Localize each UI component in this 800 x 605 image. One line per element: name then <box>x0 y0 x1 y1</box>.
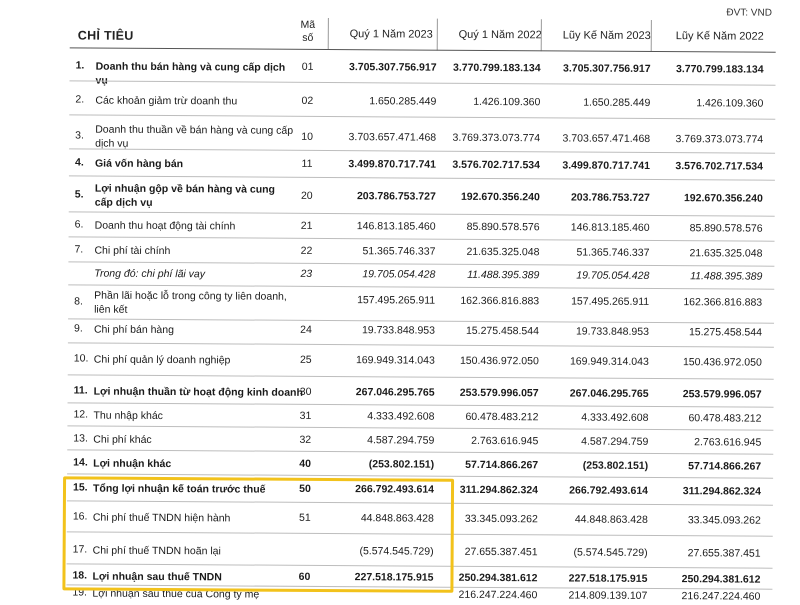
value-ytd-2022: 27.655.387.451 <box>648 547 761 560</box>
value-q1-2023: 1.650.285.449 <box>327 95 436 108</box>
row-label: Doanh thu thuần về bán hàng và cung cấp dịch vụ <box>95 123 295 152</box>
row-code: 21 <box>295 220 319 232</box>
row-number: 12. <box>73 408 91 420</box>
table-row <box>0 181 799 186</box>
value-ytd-2023: 266.792.493.614 <box>538 484 648 497</box>
row-divider <box>68 402 774 407</box>
row-code: 31 <box>293 410 317 422</box>
value-ytd-2023: (5.574.545.729) <box>538 546 648 559</box>
row-code: 23 <box>294 268 318 280</box>
value-ytd-2022: 3.769.373.073.774 <box>650 133 763 146</box>
currency-unit-note: ĐVT: VND <box>726 7 772 18</box>
row-number: 10. <box>74 352 92 364</box>
value-ytd-2022: 2.763.616.945 <box>648 436 761 449</box>
value-q1-2023: 51.365.746.337 <box>326 245 435 258</box>
value-ytd-2023: 227.518.175.915 <box>537 572 647 585</box>
value-ytd-2022: 250.294.381.612 <box>647 573 760 586</box>
value-q1-2022: 27.655.387.451 <box>434 546 538 559</box>
row-label: Tổng lợi nhuận kế toán trước thuế <box>93 482 293 497</box>
value-ytd-2022: 192.670.356.240 <box>650 192 763 205</box>
header-indicator: CHỈ TIÊU <box>78 28 134 42</box>
value-q1-2022: 3.770.799.183.134 <box>437 62 541 75</box>
row-label: Chi phí quản lý doanh nghiệp <box>94 353 294 368</box>
row-number: 9. <box>74 322 92 334</box>
row-label: Lợi nhuận sau thuế TNDN <box>92 570 292 585</box>
value-q1-2022: 192.670.356.240 <box>436 191 540 204</box>
value-ytd-2023: (253.802.151) <box>538 459 648 472</box>
table-row <box>0 384 798 389</box>
table-row <box>0 59 800 64</box>
row-code: 24 <box>294 324 318 336</box>
value-ytd-2023: 3.703.657.471.468 <box>540 132 650 145</box>
header-separator <box>651 20 652 52</box>
value-ytd-2022: 311.294.862.324 <box>648 485 761 498</box>
header-divider <box>70 47 776 52</box>
value-q1-2023: 227.518.175.915 <box>324 571 433 584</box>
row-code: 22 <box>294 245 318 257</box>
row-code: 40 <box>293 458 317 470</box>
highlight-box <box>62 476 454 592</box>
row-label: Phần lãi hoặc lỗ trong công ty liên doanh, liên kết <box>94 289 294 318</box>
value-q1-2023: 44.848.863.428 <box>325 512 434 525</box>
value-q1-2022: 3.769.373.073.774 <box>436 132 540 145</box>
value-ytd-2023: 203.786.753.727 <box>540 191 650 204</box>
value-ytd-2022: 253.579.996.057 <box>649 388 762 401</box>
row-label: Doanh thu hoạt động tài chính <box>95 219 295 234</box>
value-q1-2022: 250.294.381.612 <box>433 572 537 585</box>
table-row <box>0 352 798 357</box>
table-row <box>0 266 798 271</box>
value-ytd-2023: 3.499.870.717.741 <box>540 159 650 172</box>
value-ytd-2022: 57.714.866.267 <box>648 460 761 473</box>
row-code: 32 <box>293 434 317 446</box>
value-q1-2023: 19.705.054.428 <box>326 268 435 281</box>
value-q1-2023: 267.046.295.765 <box>326 386 435 399</box>
row-number: 7. <box>74 243 92 255</box>
row-number: 4. <box>75 156 93 168</box>
row-divider <box>68 342 774 347</box>
header-separator <box>541 19 542 51</box>
table-row <box>0 432 797 437</box>
row-label: Chi phí khác <box>93 433 293 448</box>
row-number: 2. <box>75 93 93 105</box>
row-code: 02 <box>295 95 319 107</box>
value-ytd-2023: 157.495.265.911 <box>539 295 649 308</box>
row-divider <box>67 425 773 430</box>
row-divider <box>69 148 775 153</box>
value-q1-2023: (5.574.545.729) <box>325 545 434 558</box>
table-row <box>0 408 797 413</box>
value-ytd-2023: 4.333.492.608 <box>538 411 648 424</box>
value-q1-2022: 33.345.093.262 <box>434 513 538 526</box>
value-q1-2022: 253.579.996.057 <box>435 387 539 400</box>
header-q1-2022: Quý 1 Năm 2022 <box>437 29 542 42</box>
value-q1-2023: 3.703.657.471.468 <box>327 131 436 144</box>
row-number: 14. <box>73 456 91 468</box>
value-ytd-2023: 3.705.307.756.917 <box>541 62 651 75</box>
value-q1-2023: 4.333.492.608 <box>325 410 434 423</box>
value-ytd-2022: 33.345.093.262 <box>648 514 761 527</box>
header-ytd-2022: Lũy Kế Năm 2022 <box>651 30 764 43</box>
row-number: 5. <box>75 188 93 200</box>
value-ytd-2022: 162.366.816.883 <box>649 296 762 309</box>
table-row <box>0 218 799 223</box>
value-q1-2023: 266.792.493.614 <box>325 483 434 496</box>
value-ytd-2023: 146.813.185.460 <box>540 221 650 234</box>
row-number: 19. <box>72 586 90 598</box>
value-ytd-2023: 1.650.285.449 <box>540 96 650 109</box>
value-q1-2023: 146.813.185.460 <box>327 220 436 233</box>
value-q1-2022: 216.247.224.460 <box>433 589 537 602</box>
value-q1-2023: 203.786.753.727 <box>327 190 436 203</box>
row-label: Lợi nhuận thuần từ hoạt động kinh doanh <box>94 385 314 400</box>
value-ytd-2022: 3.770.799.183.134 <box>651 63 764 76</box>
row-code: 30 <box>294 386 318 398</box>
row-label: Trong đó: chi phí lãi vay <box>94 267 294 282</box>
value-q1-2022: 1.426.109.360 <box>436 96 540 109</box>
table-row <box>0 456 797 461</box>
value-q1-2022: 15.275.458.544 <box>435 325 539 338</box>
row-code: 10 <box>295 131 319 143</box>
value-ytd-2023: 19.705.054.428 <box>539 269 649 282</box>
value-ytd-2022: 150.436.972.050 <box>649 356 762 369</box>
value-q1-2023: 4.587.294.759 <box>325 434 434 447</box>
row-number: 11. <box>74 384 92 396</box>
value-ytd-2022: 1.426.109.360 <box>650 97 763 110</box>
row-label: Chi phí thuế TNDN hiện hành <box>93 511 293 526</box>
row-number: 6. <box>75 218 93 230</box>
header-code: Mã số <box>296 19 320 45</box>
table-row <box>0 122 799 127</box>
header-ytd-2023: Lũy Kế Năm 2023 <box>541 29 651 42</box>
value-q1-2023: 157.495.265.911 <box>326 294 435 307</box>
row-label: Chi phí thuế TNDN hoãn lại <box>93 544 293 559</box>
row-divider <box>69 211 775 216</box>
row-label: Các khoản giảm trừ doanh thu <box>95 94 295 109</box>
value-q1-2022: 3.576.702.717.534 <box>436 159 540 172</box>
value-ytd-2022: 85.890.578.576 <box>650 222 763 235</box>
row-code: 11 <box>295 158 319 170</box>
header-separator <box>437 19 438 51</box>
row-label: Lợi nhuận gộp về bán hàng và cung cấp dịch vụ <box>95 182 295 211</box>
value-ytd-2023: 169.949.314.043 <box>539 355 649 368</box>
value-ytd-2022: 15.275.458.544 <box>649 326 762 339</box>
value-ytd-2023: 44.848.863.428 <box>538 513 648 526</box>
value-ytd-2022: 3.576.702.717.534 <box>650 160 763 173</box>
row-divider <box>69 114 775 119</box>
value-q1-2022: 57.714.866.267 <box>434 459 538 472</box>
value-ytd-2023: 4.587.294.759 <box>538 435 648 448</box>
row-label: Lợi nhuận khác <box>93 457 293 472</box>
row-number: 15. <box>73 481 91 493</box>
table-row <box>0 156 799 161</box>
value-q1-2023: (253.802.151) <box>325 458 434 471</box>
row-number: 18. <box>72 569 90 581</box>
row-divider <box>69 175 775 180</box>
row-label: Doanh thu bán hàng và cung cấp dịch vụ <box>95 60 295 89</box>
row-label: Chi phí tài chính <box>94 244 294 259</box>
table-row <box>0 243 799 248</box>
header-q1-2023: Quý 1 Năm 2023 <box>328 28 433 41</box>
row-divider <box>68 261 774 266</box>
row-code: 01 <box>296 61 320 73</box>
value-q1-2022: 150.436.972.050 <box>435 355 539 368</box>
row-number: 3. <box>75 129 93 141</box>
row-code: 50 <box>293 483 317 495</box>
row-label: Lợi nhuận sau thuế của Công ty mẹ <box>92 587 292 602</box>
row-label: Chi phí bán hàng <box>94 323 294 338</box>
value-q1-2022: 21.635.325.048 <box>435 246 539 259</box>
value-q1-2023: 3.705.307.756.917 <box>328 61 437 74</box>
row-code: 51 <box>293 512 317 524</box>
row-label: Thu nhập khác <box>93 409 293 424</box>
value-ytd-2023: 19.733.848.953 <box>539 325 649 338</box>
value-ytd-2022: 21.635.325.048 <box>649 247 762 260</box>
value-q1-2022: 11.488.395.389 <box>435 269 539 282</box>
row-code: 20 <box>295 190 319 202</box>
row-number: 13. <box>73 432 91 444</box>
value-q1-2023: 169.949.314.043 <box>326 354 435 367</box>
value-ytd-2023: 267.046.295.765 <box>539 387 649 400</box>
row-divider <box>69 236 775 241</box>
value-ytd-2022: 60.478.483.212 <box>648 412 761 425</box>
row-number: 17. <box>73 543 91 555</box>
value-q1-2022: 85.890.578.576 <box>436 221 540 234</box>
value-q1-2022: 60.478.483.212 <box>434 411 538 424</box>
value-q1-2022: 311.294.862.324 <box>434 484 538 497</box>
row-divider <box>68 374 774 379</box>
table-row <box>0 93 799 98</box>
header-separator <box>328 18 329 50</box>
value-q1-2022: 2.763.616.945 <box>434 435 538 448</box>
row-code: 25 <box>294 354 318 366</box>
value-ytd-2022: 216.247.224.460 <box>647 590 760 603</box>
row-code: 60 <box>292 571 316 583</box>
value-ytd-2023: 214.809.139.107 <box>537 589 647 602</box>
value-ytd-2022: 11.488.395.389 <box>649 270 762 283</box>
value-q1-2023: 19.733.848.953 <box>326 324 435 337</box>
row-divider <box>67 449 773 454</box>
row-number: 1. <box>76 59 94 71</box>
value-q1-2022: 162.366.816.883 <box>435 295 539 308</box>
row-number: 8. <box>74 295 92 307</box>
value-q1-2023: 3.499.870.717.741 <box>327 158 436 171</box>
row-label: Giá vốn hàng bán <box>95 157 295 172</box>
value-ytd-2023: 51.365.746.337 <box>539 246 649 259</box>
row-number: 16. <box>73 510 91 522</box>
